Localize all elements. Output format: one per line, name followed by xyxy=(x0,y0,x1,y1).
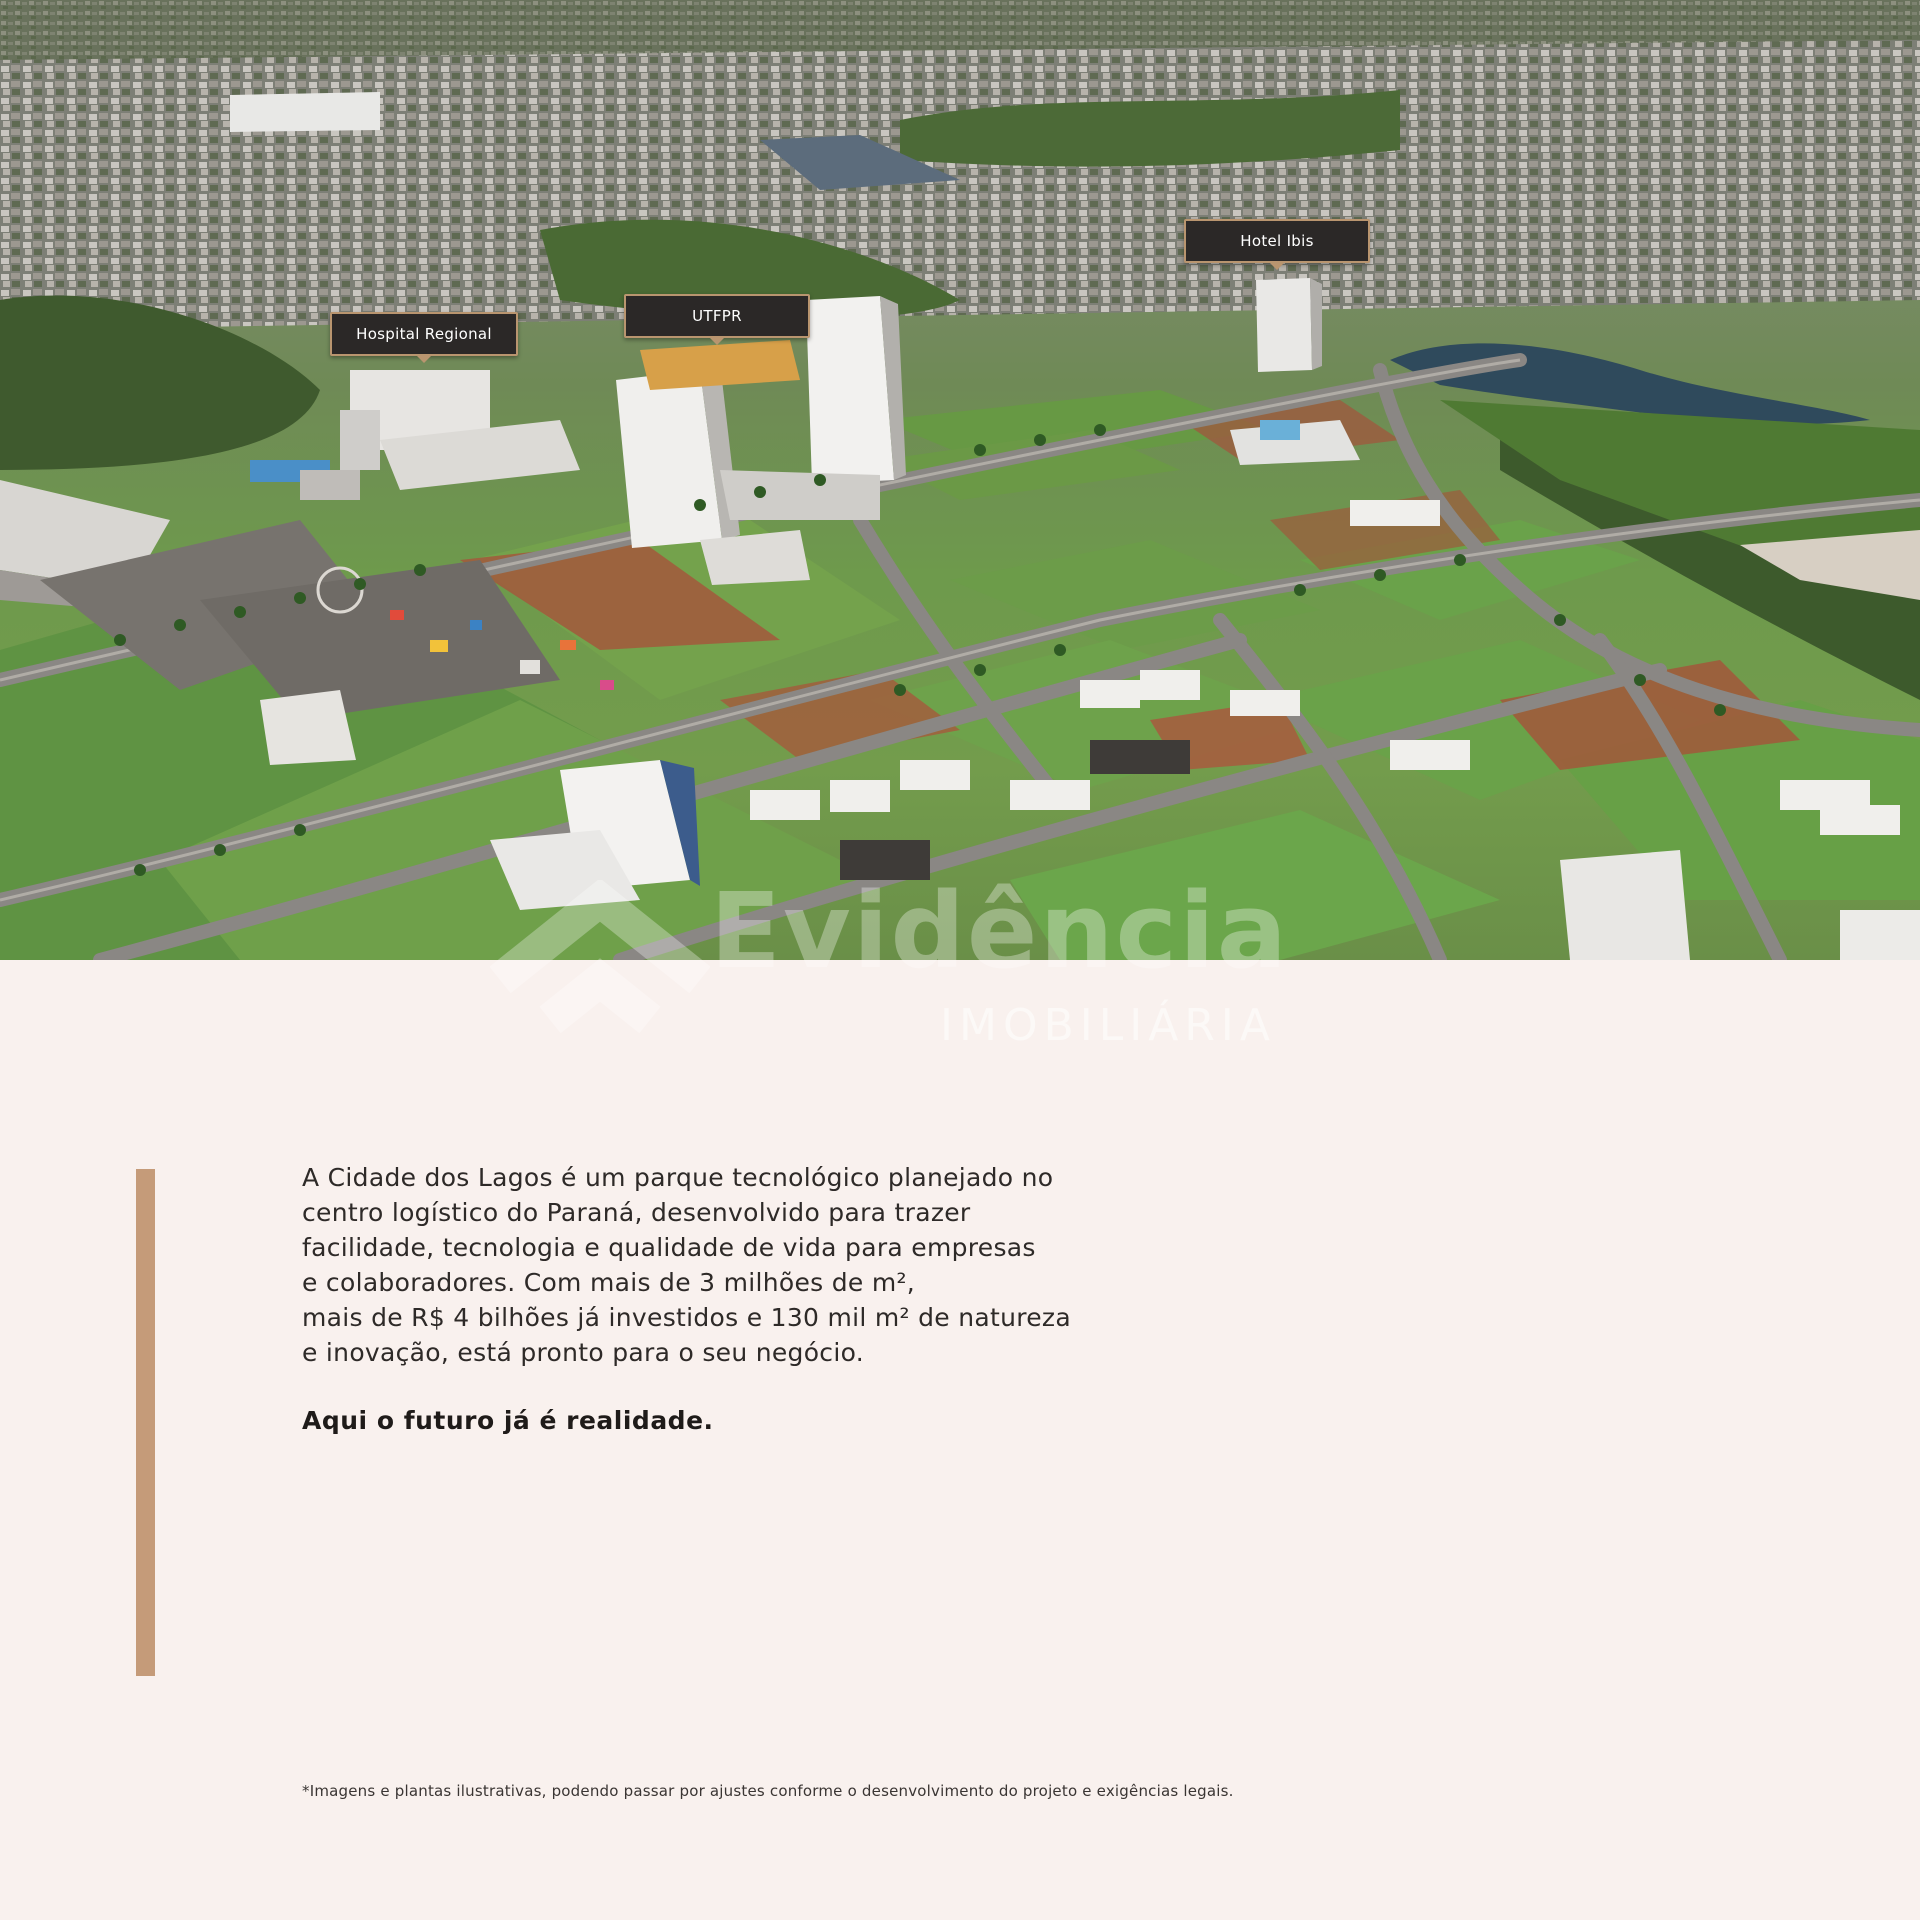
callout-hospital-regional xyxy=(330,312,518,356)
callout-utfpr-label: UTFPR xyxy=(692,307,742,325)
watermark-brand-name: Evidência xyxy=(710,870,1289,992)
watermark-subtitle: IMOBILIÁRIA xyxy=(940,1000,1276,1051)
tagline: Aqui o futuro já é realidade. xyxy=(302,1406,714,1435)
disclaimer-footnote: *Imagens e plantas ilustrativas, podendo passar por ajustes conforme o desenvolvimento do projeto e exigências legais. xyxy=(302,1782,1234,1800)
callout-hotel-ibis xyxy=(1184,219,1370,263)
accent-bar xyxy=(136,1169,155,1676)
description-paragraph: A Cidade dos Lagos é um parque tecnológico planejado no centro logístico do Paraná, desenvolvido para trazer facilidade, tecnologia e qualidade de vida para empresas e colaboradores. Com mais de 3 milhões de m², mais de R$ 4 bilhões já investidos e 130 mil m² de natureza e inovação, está pronto para o seu negócio. xyxy=(302,1163,1071,1367)
callout-utfpr xyxy=(624,294,810,338)
callout-hotel-label: Hotel Ibis xyxy=(1240,232,1314,250)
callout-hospital-label: Hospital Regional xyxy=(356,325,492,343)
